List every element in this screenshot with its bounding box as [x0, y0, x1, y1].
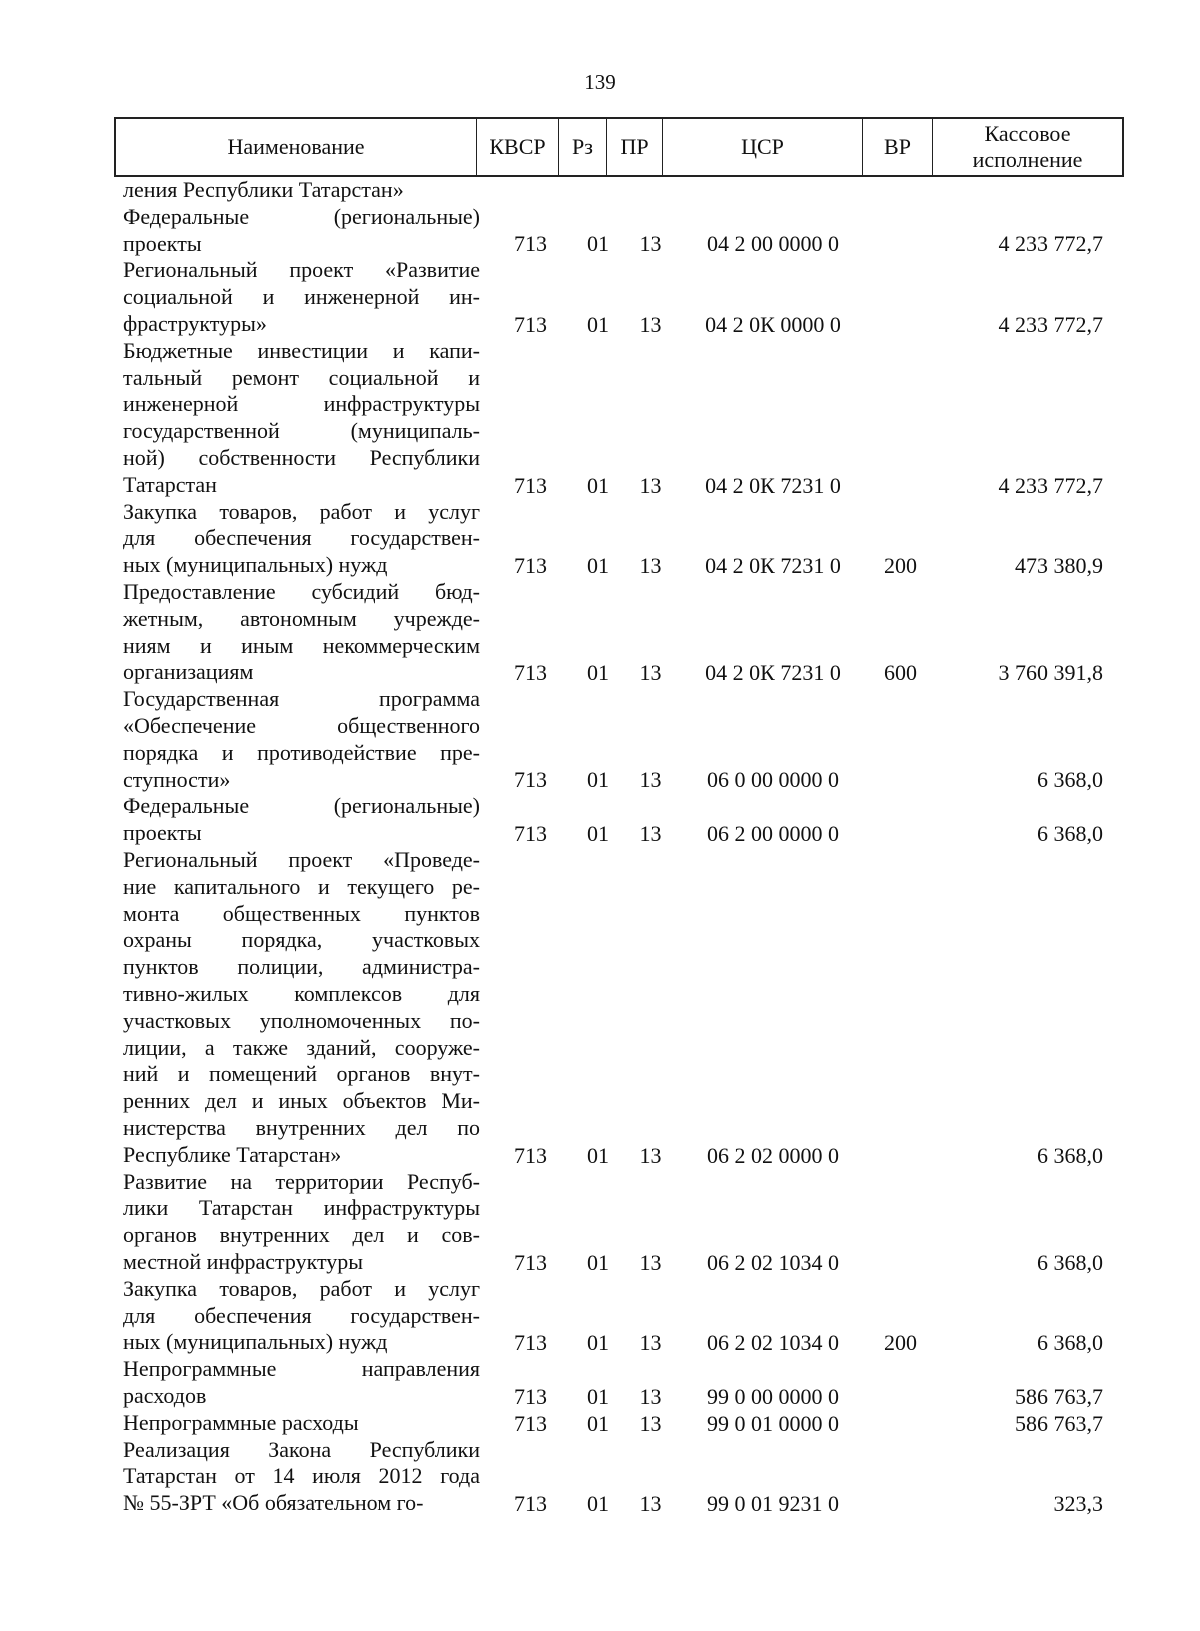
- row-name-line: для обеспечения государствен-: [123, 525, 480, 551]
- cell-kvsr: 713: [514, 1383, 547, 1409]
- row-name-line: Закупка товаров, работ и услуг: [123, 498, 480, 524]
- row-name-line: пунктов полиции, администра-: [123, 954, 480, 980]
- cell-pr: 13: [639, 1330, 662, 1356]
- header-pr: ПР: [607, 119, 663, 175]
- row-name-line: ренних дел и иных объектов Ми-: [123, 1088, 480, 1114]
- row-name-line: ний и помещений органов внут-: [123, 1061, 480, 1087]
- cell-pr: 13: [639, 311, 662, 337]
- table-row: [123, 499, 1123, 579]
- header-rz: Рз: [559, 119, 607, 175]
- row-name-line: Татарстан от 14 июля 2012 года: [123, 1463, 480, 1489]
- header-sum-line1: Кассовое: [984, 121, 1071, 146]
- row-name-line: организациям: [123, 659, 254, 685]
- row-name-line: охраны порядка, участковых: [123, 927, 480, 953]
- row-name-line: Федеральные (региональные): [123, 203, 480, 229]
- cell-sum: 586 763,7: [1015, 1410, 1103, 1436]
- cell-rz: 01: [587, 660, 609, 686]
- row-name-line: Закупка товаров, работ и услуг: [123, 1275, 480, 1301]
- row-name-line: Региональный проект «Проведе-: [123, 847, 480, 872]
- row-name-line: тальный ремонт социальной и: [123, 364, 480, 390]
- row-name-line: Бюджетные инвестиции и капи-: [123, 337, 480, 363]
- cell-pr: 13: [639, 1249, 662, 1275]
- table-row: [123, 177, 1123, 204]
- table-row: [123, 1169, 1123, 1276]
- cell-kvsr: 713: [514, 1330, 547, 1356]
- row-name-line: лики Татарстан инфраструктуры: [123, 1195, 480, 1221]
- header-sum: [933, 119, 1122, 175]
- page-number: 139: [584, 70, 616, 94]
- row-name-line: Непрограммные расходы: [123, 1409, 359, 1435]
- cell-pr: 13: [639, 1410, 662, 1436]
- cell-csr: 04 2 0К 7231 0: [705, 472, 841, 498]
- header-csr: ЦСР: [663, 119, 863, 175]
- table-row: [123, 1410, 1123, 1437]
- row-name-line: ступности»: [123, 766, 231, 792]
- cell-csr: 04 2 0К 0000 0: [705, 311, 841, 337]
- row-values: [123, 1329, 1123, 1356]
- row-values: [123, 311, 1123, 338]
- row-name-line: проекты: [123, 820, 202, 846]
- row-name-line: Федеральные (региональные): [123, 793, 480, 819]
- cell-vr: 600: [884, 660, 917, 686]
- row-name-line: Предоставление субсидий бюд-: [123, 579, 480, 604]
- row-name-line: Государственная программа: [123, 686, 480, 712]
- row-name-line: Региональный проект «Развитие: [123, 257, 480, 283]
- cell-vr: 200: [884, 1330, 917, 1356]
- cell-rz: 01: [587, 1330, 609, 1356]
- row-name-line: жетным, автономным учрежде-: [123, 605, 480, 631]
- table-row: [123, 1276, 1123, 1356]
- cell-rz: 01: [587, 231, 609, 257]
- cell-csr: 06 2 02 1034 0: [707, 1330, 839, 1356]
- table-row: [123, 338, 1123, 499]
- row-values: [123, 1490, 1123, 1517]
- row-name-line: расходов: [123, 1382, 207, 1408]
- cell-rz: 01: [587, 1410, 609, 1436]
- table-row: [123, 847, 1123, 1169]
- cell-sum: 6 368,0: [1037, 820, 1103, 846]
- row-name: [123, 847, 480, 1169]
- header-name: Наименование: [116, 119, 477, 175]
- table-row: [123, 793, 1123, 847]
- row-name-line: Реализация Закона Республики: [123, 1436, 480, 1462]
- row-name-line: Татарстан: [123, 471, 217, 497]
- cell-kvsr: 713: [514, 820, 547, 846]
- cell-rz: 01: [587, 472, 609, 498]
- row-name-line: № 55-ЗРТ «Об обязательном го-: [123, 1490, 424, 1516]
- cell-csr: 06 2 02 1034 0: [707, 1249, 839, 1275]
- row-name-line: фраструктуры»: [123, 310, 267, 336]
- row-name-line: монта общественных пунктов: [123, 900, 480, 926]
- cell-pr: 13: [639, 767, 662, 793]
- table-row: [123, 686, 1123, 793]
- row-name-line: нистерства внутренних дел по: [123, 1114, 480, 1140]
- cell-rz: 01: [587, 820, 609, 846]
- row-name-line: Развитие на территории Респуб-: [123, 1168, 480, 1194]
- cell-rz: 01: [587, 311, 609, 337]
- cell-sum: 323,3: [1053, 1490, 1103, 1516]
- table-row: [123, 257, 1123, 337]
- cell-sum: 6 368,0: [1037, 1142, 1103, 1168]
- cell-kvsr: 713: [514, 767, 547, 793]
- cell-vr: 200: [884, 552, 917, 578]
- cell-sum: 4 233 772,7: [998, 231, 1103, 257]
- cell-csr: 99 0 01 0000 0: [707, 1410, 839, 1436]
- cell-pr: 13: [639, 231, 662, 257]
- row-values: [123, 1249, 1123, 1276]
- cell-kvsr: 713: [514, 311, 547, 337]
- cell-kvsr: 713: [514, 1142, 547, 1168]
- row-name-line: государственной (муниципаль-: [123, 418, 480, 444]
- row-values: [123, 659, 1123, 686]
- table-row: [123, 204, 1123, 258]
- row-values: [123, 1410, 1123, 1437]
- cell-kvsr: 713: [514, 1490, 547, 1516]
- cell-sum: 4 233 772,7: [998, 311, 1103, 337]
- cell-csr: 04 2 0К 7231 0: [705, 660, 841, 686]
- row-name-line: инженерной инфраструктуры: [123, 391, 480, 417]
- table-row: [123, 1437, 1123, 1517]
- row-values: [123, 472, 1123, 499]
- row-values: [123, 820, 1123, 847]
- row-name-line: тивно-жилых комплексов для: [123, 980, 480, 1006]
- row-name-line: Непрограммные направления: [123, 1356, 480, 1382]
- table-row: [123, 579, 1123, 686]
- row-name-line: местной инфраструктуры: [123, 1248, 364, 1274]
- cell-kvsr: 713: [514, 1249, 547, 1275]
- cell-pr: 13: [639, 820, 662, 846]
- row-name-line: органов внутренних дел и сов-: [123, 1222, 480, 1248]
- cell-csr: 99 0 01 9231 0: [707, 1490, 839, 1516]
- row-name-line: социальной и инженерной ин-: [123, 284, 480, 310]
- cell-csr: 06 2 00 0000 0: [707, 820, 839, 846]
- row-name-line: ных (муниципальных) нужд: [123, 1329, 388, 1355]
- row-name-line: порядка и противодействие пре-: [123, 739, 480, 765]
- row-values: [123, 1383, 1123, 1410]
- row-name-line: ной) собственности Республики: [123, 444, 480, 470]
- cell-sum: 3 760 391,8: [998, 660, 1103, 686]
- cell-kvsr: 713: [514, 660, 547, 686]
- cell-pr: 13: [639, 472, 662, 498]
- header-vr: ВР: [863, 119, 933, 175]
- cell-sum: 473 380,9: [1015, 552, 1103, 578]
- cell-pr: 13: [639, 1490, 662, 1516]
- row-name-line: ние капитального и текущего ре-: [123, 873, 480, 899]
- cell-kvsr: 713: [514, 552, 547, 578]
- row-name-line: участковых уполномоченных по-: [123, 1007, 480, 1033]
- cell-pr: 13: [639, 1142, 662, 1168]
- cell-csr: 04 2 00 0000 0: [707, 231, 839, 257]
- cell-rz: 01: [587, 552, 609, 578]
- row-values: [123, 1142, 1123, 1169]
- row-name-line: «Обеспечение общественного: [123, 712, 480, 738]
- row-name-line: проекты: [123, 230, 202, 256]
- cell-rz: 01: [587, 1383, 609, 1409]
- cell-pr: 13: [639, 660, 662, 686]
- cell-pr: 13: [639, 1383, 662, 1409]
- cell-sum: 6 368,0: [1037, 1249, 1103, 1275]
- cell-rz: 01: [587, 1142, 609, 1168]
- cell-csr: 99 0 00 0000 0: [707, 1383, 839, 1409]
- cell-sum: 6 368,0: [1037, 767, 1103, 793]
- cell-sum: 4 233 772,7: [998, 472, 1103, 498]
- cell-csr: 06 0 00 0000 0: [707, 767, 839, 793]
- table-header: [114, 117, 1124, 177]
- row-name-line: для обеспечения государствен-: [123, 1302, 480, 1328]
- row-name-line: ления Республики Татарстан»: [123, 177, 404, 202]
- row-name-line: Республике Татарстан»: [123, 1141, 342, 1167]
- row-name-line: ниям и иным некоммерческим: [123, 632, 480, 658]
- cell-kvsr: 713: [514, 472, 547, 498]
- cell-csr: 06 2 02 0000 0: [707, 1142, 839, 1168]
- cell-pr: 13: [639, 552, 662, 578]
- row-name-line: ных (муниципальных) нужд: [123, 552, 388, 578]
- cell-rz: 01: [587, 767, 609, 793]
- table-row: [123, 1356, 1123, 1410]
- cell-kvsr: 713: [514, 1410, 547, 1436]
- cell-rz: 01: [587, 1249, 609, 1275]
- cell-rz: 01: [587, 1490, 609, 1516]
- cell-sum: 6 368,0: [1037, 1330, 1103, 1356]
- cell-kvsr: 713: [514, 231, 547, 257]
- header-sum-line2: исполнение: [972, 147, 1083, 172]
- row-values: [123, 177, 1123, 204]
- row-name-line: лиции, а также зданий, сооруже-: [123, 1034, 480, 1060]
- cell-sum: 586 763,7: [1015, 1383, 1103, 1409]
- header-kvsr: КВСР: [477, 119, 559, 175]
- row-values: [123, 766, 1123, 793]
- row-values: [123, 552, 1123, 579]
- row-values: [123, 230, 1123, 257]
- cell-csr: 04 2 0К 7231 0: [705, 552, 841, 578]
